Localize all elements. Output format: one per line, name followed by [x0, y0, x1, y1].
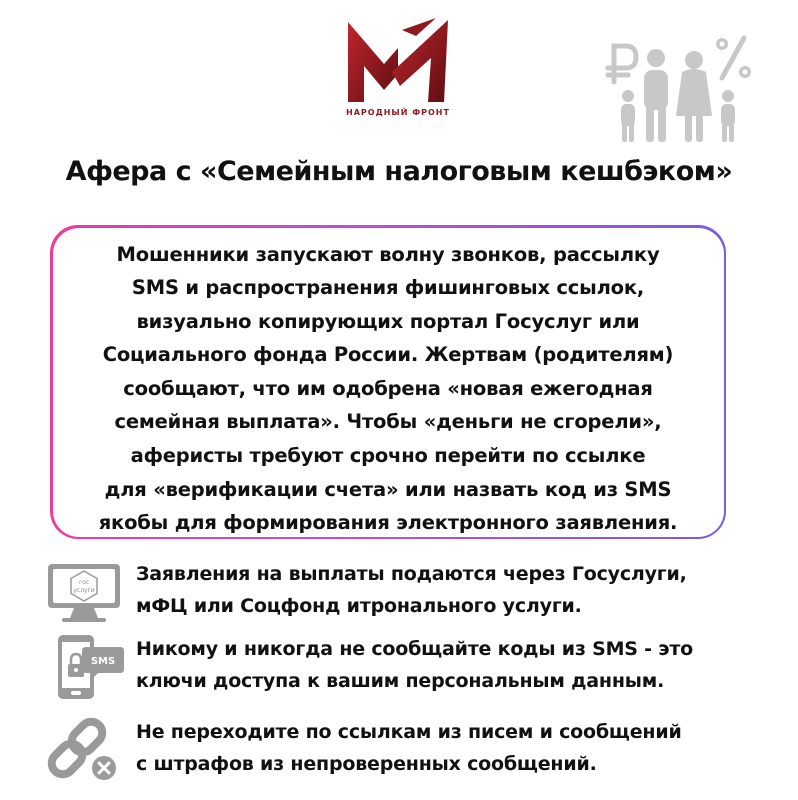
svg-text:гос: гос	[78, 579, 90, 586]
broken-link-icon	[40, 716, 128, 786]
phone-lock-sms-icon	[40, 633, 128, 703]
intro-line: Мошенники запускают волну звонков, рассылку	[116, 242, 660, 266]
tip-item-sms	[40, 633, 780, 703]
tip-line: мФЦ или Соцфонд итронального услуги.	[136, 595, 582, 617]
tip-text	[136, 558, 776, 622]
page-title: Афера с «Семейным налоговым кешбэком»	[65, 156, 733, 187]
tip-text	[136, 633, 776, 697]
intro-line: для «верификации счета» или назвать код из SMS	[104, 477, 672, 501]
family-ruble-percent-icon	[600, 30, 760, 150]
intro-line: SMS и распространения фишинговых ссылок,	[131, 276, 645, 300]
intro-card	[50, 225, 726, 539]
tip-line: Заявления на выплаты подаются через Госуслуги,	[136, 563, 687, 585]
intro-line: визуально копирующих портал Госуслуг или	[136, 309, 640, 333]
tip-item-gosuslugi	[40, 558, 780, 628]
tip-line: ключи доступа к вашим персональным данным.	[136, 670, 665, 692]
intro-line: семейная выплата». Чтобы «деньги не сгорели»,	[114, 410, 662, 434]
tip-line: с штрафов из непроверенных сообщений.	[136, 753, 597, 775]
intro-card-inner	[53, 228, 724, 537]
intro-text	[59, 238, 718, 540]
tip-line: Не переходите по ссылкам из писем и сообщений	[136, 721, 682, 743]
gosuslugi-monitor-icon	[40, 558, 128, 628]
intro-line: сообщают, что им одобрена «новая ежегодная	[123, 376, 653, 400]
svg-text:услуги: услуги	[73, 587, 95, 594]
logo	[340, 14, 456, 126]
tip-line: Никому и никогда не сообщайте коды из SMS - это	[136, 638, 694, 660]
narodny-front-logo-icon	[340, 14, 456, 106]
logo-caption: НАРОДНЫЙ ФРОНТ	[346, 108, 450, 117]
intro-line: аферисты требуют срочно перейти по ссылке	[130, 444, 646, 468]
intro-line: якобы для формирования электронного заявления.	[98, 511, 678, 535]
tip-item-links	[40, 716, 780, 786]
intro-line: Социального фонда России. Жертвам (родителям)	[102, 343, 674, 367]
svg-text:SMS: SMS	[90, 656, 116, 667]
tip-text	[136, 716, 776, 780]
